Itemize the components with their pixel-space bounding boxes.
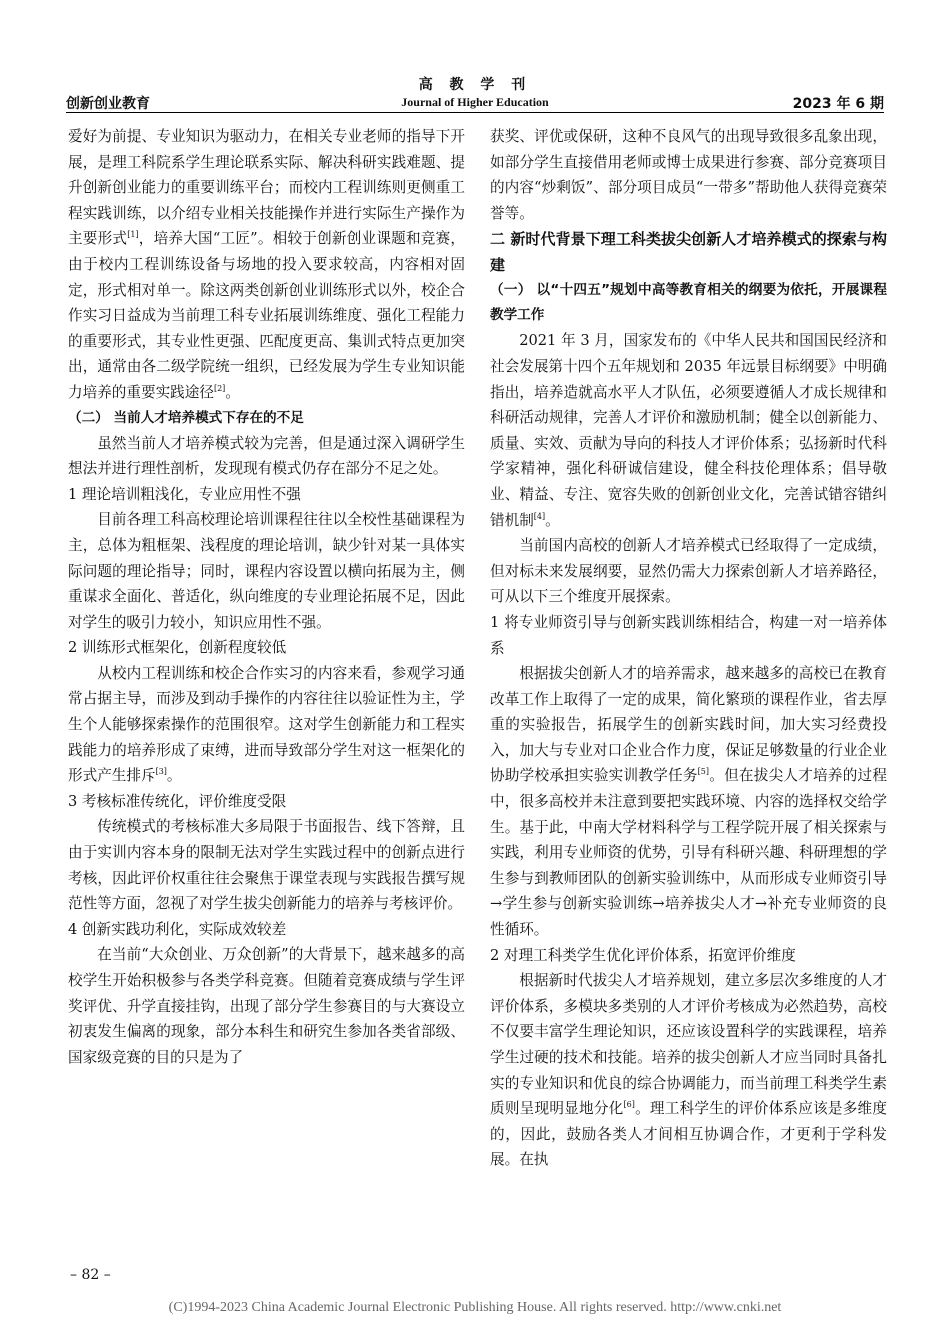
copyright-line: (C)1994-2023 China Academic Journal Electronic Publishing House. All rights reserved. http://www.cnki.net — [168, 1300, 782, 1315]
citation[interactable]: [3] — [155, 767, 167, 777]
paragraph: 在当前“大众创业、万众创新”的大背景下，越来越多的高校学生开始积极参与各类学科竞赛。但随着竞赛成绩与学生评奖评优、升学直接挂钩，出现了部分学生参赛目的与大赛设立初衷发生偏离的现象，部分本科生和研究生参加各类省部级、国家级竞赛的目的只是为了 — [68, 946, 465, 1066]
paragraph: 根据新时代拔尖人才培养规划，建立多层次多维度的人才评价体系，多模块多类别的人才评价考核成为必然趋势，高校不仅要丰富学生理论知识，还应该设置科学的实践课程，培养学生过硬的技术和技能。培养的拔尖创新人才应当同时具备扎实的专业知识和优良的综合协调能力，而当前理工科类学生素质则呈现明显地分化[6]。理工科学生的评价体系应该是多维度的，因此，鼓励各类人才间相互协调合作，才更利于学科发展。在执 — [490, 972, 887, 1169]
subsection-heading: （二） 当前人才培养模式下存在的不足 — [68, 409, 304, 426]
issue-label: 2023 年 6 期 — [792, 96, 884, 112]
citation[interactable]: [5] — [697, 767, 709, 777]
journal-title-cn: 高 教 学 刊 — [418, 77, 532, 93]
paragraph: 目前各理工科高校理论培训课程往往以全校性基础课程为主，总体为粗框架、浅程度的理论培训，缺少针对某一具体实际问题的理论指导；同时，课程内容设置以横向拓展为主，侧重谋求全面化、普适化，纵向维度的专业理论拓展不足，因此对学生的吸引力较小，知识应用性不强。 — [68, 511, 465, 631]
paragraph: 爱好为前提、专业知识为驱动力，在相关专业老师的指导下开展，是理工科院系学生理论联系实际、解决科研实践难题、提升创新创业能力的重要训练平台；而校内工程训练则更侧重工程实践训练，以介绍专业相关技能操作并进行实际生产操作为主要形式[1]，培养大国“工匠”。相较于创新创业课题和竞赛，由于校内工程训练设备与场地的投入要求较高，内容相对固定，形式相对单一。除这两类创新创业训练形式以外，校企合作实习日益成为当前理工科专业拓展训练维度、强化工程能力的重要形式，其专业性更强、匹配度更高、集训式特点更加突出，通常由各二级学院统一组织，已经发展为学生专业知识能力培养的重要实践途径[2]。 — [68, 128, 465, 401]
item-heading: 4 创新实践功利化，实际成效较差 — [68, 920, 287, 938]
left-column — [68, 124, 465, 1070]
page-number: – 82 – — [70, 1267, 111, 1283]
item-heading: 1 将专业师资引导与创新实践训练相结合，构建一对一培养体系 — [490, 613, 887, 657]
item-heading: 1 理论培训粗浅化，专业应用性不强 — [68, 485, 301, 503]
paragraph: 传统模式的考核标准大多局限于书面报告、线下答辩，且由于实训内容本身的限制无法对学生实践过程中的创新点进行考核，因此评价权重往往会聚焦于课堂表现与实践报告撰写规范性等方面，忽视了对学生拔尖创新能力的培养与考核评价。 — [68, 818, 465, 913]
section-label: 创新创业教育 — [66, 96, 150, 112]
item-heading: 3 考核标准传统化，评价维度受限 — [68, 792, 287, 810]
citation[interactable]: [6] — [623, 1100, 635, 1110]
paragraph: 虽然当前人才培养模式较为完善，但是通过深入调研学生想法并进行理性剖析，发现现有模式仍存在部分不足之处。 — [68, 434, 465, 478]
paragraph: 2021 年 3 月，国家发布的《中华人民共和国国民经济和社会发展第十四个五年规划和 2035 年远景目标纲要》中明确指出，培养造就高水平人才队伍，必须要遵循人才成长规律和科研活动规律，完善人才评价和激励机制；健全以创新能力、质量、实效、贡献为导向的科技人才评价体系；弘扬新时代科学家精神，强化科研诚信建设，健全科技伦理体系；倡导敬业、精益、专注、宽容失败的创新创业文化，完善试错容错纠错机制[4]。 — [490, 332, 887, 529]
citation[interactable]: [2] — [213, 384, 226, 394]
citation[interactable]: [1] — [127, 230, 139, 240]
section-heading: 二 新时代背景下理工科类拔尖创新人才培养模式的探索与构建 — [490, 230, 887, 275]
citation[interactable]: [4] — [533, 511, 546, 521]
header-divider — [66, 112, 884, 113]
journal-title-en: Journal of Higher Education — [401, 95, 549, 109]
paragraph: 获奖、评优或保研，这种不良风气的出现导致很多乱象出现，如部分学生直接借用老师或博士成果进行参赛、部分竞赛项目的内容“炒剩饭”、部分项目成员“一带多”帮助他人获得竞赛荣誉等。 — [490, 128, 887, 222]
paragraph: 从校内工程训练和校企合作实习的内容来看，参观学习通常占据主导，而涉及到动手操作的内容往往以验证性为主，学生个人能够探索操作的范围很窄。这对学生创新能力和工程实践能力的培养形成了束缚，进而导致部分学生对这一框架化的形式产生排斥[3]。 — [68, 664, 465, 785]
right-column — [490, 124, 887, 1173]
item-heading: 2 训练形式框架化，创新程度较低 — [68, 639, 287, 657]
subsection-heading: （一） 以“十四五”规划中高等教育相关的纲要为依托，开展课程教学工作 — [490, 282, 887, 324]
paragraph: 根据拔尖创新人才的培养需求，越来越多的高校已在教育改革工作上取得了一定的成果，简化繁琐的课程作业，省去厚重的实验报告，拓展学生的创新实践时间，加大实习经费投入，加大与专业对口企业合作力度，保证足够数量的行业企业协助学校承担实验实训教学任务[5]。但在拔尖人才培养的过程中，很多高校并未注意到要把实践环境、内容的选择权交给学生。基于此，中南大学材料科学与工程学院开展了相关探索与实践，利用专业师资的优势，引导有科研兴趣、科研理想的学生参与到教师团队的创新实验训练中，从而形成专业师资引导→学生参与创新实验训练→培养拔尖人才→补充专业师资的良性循环。 — [490, 665, 887, 939]
paragraph: 当前国内高校的创新人才培养模式已经取得了一定成绩，但对标未来发展纲要，显然仍需大力探索创新人才培养路径，可从以下三个维度开展探索。 — [490, 537, 887, 606]
item-heading: 2 对理工科类学生优化评价体系，拓宽评价维度 — [490, 946, 796, 964]
